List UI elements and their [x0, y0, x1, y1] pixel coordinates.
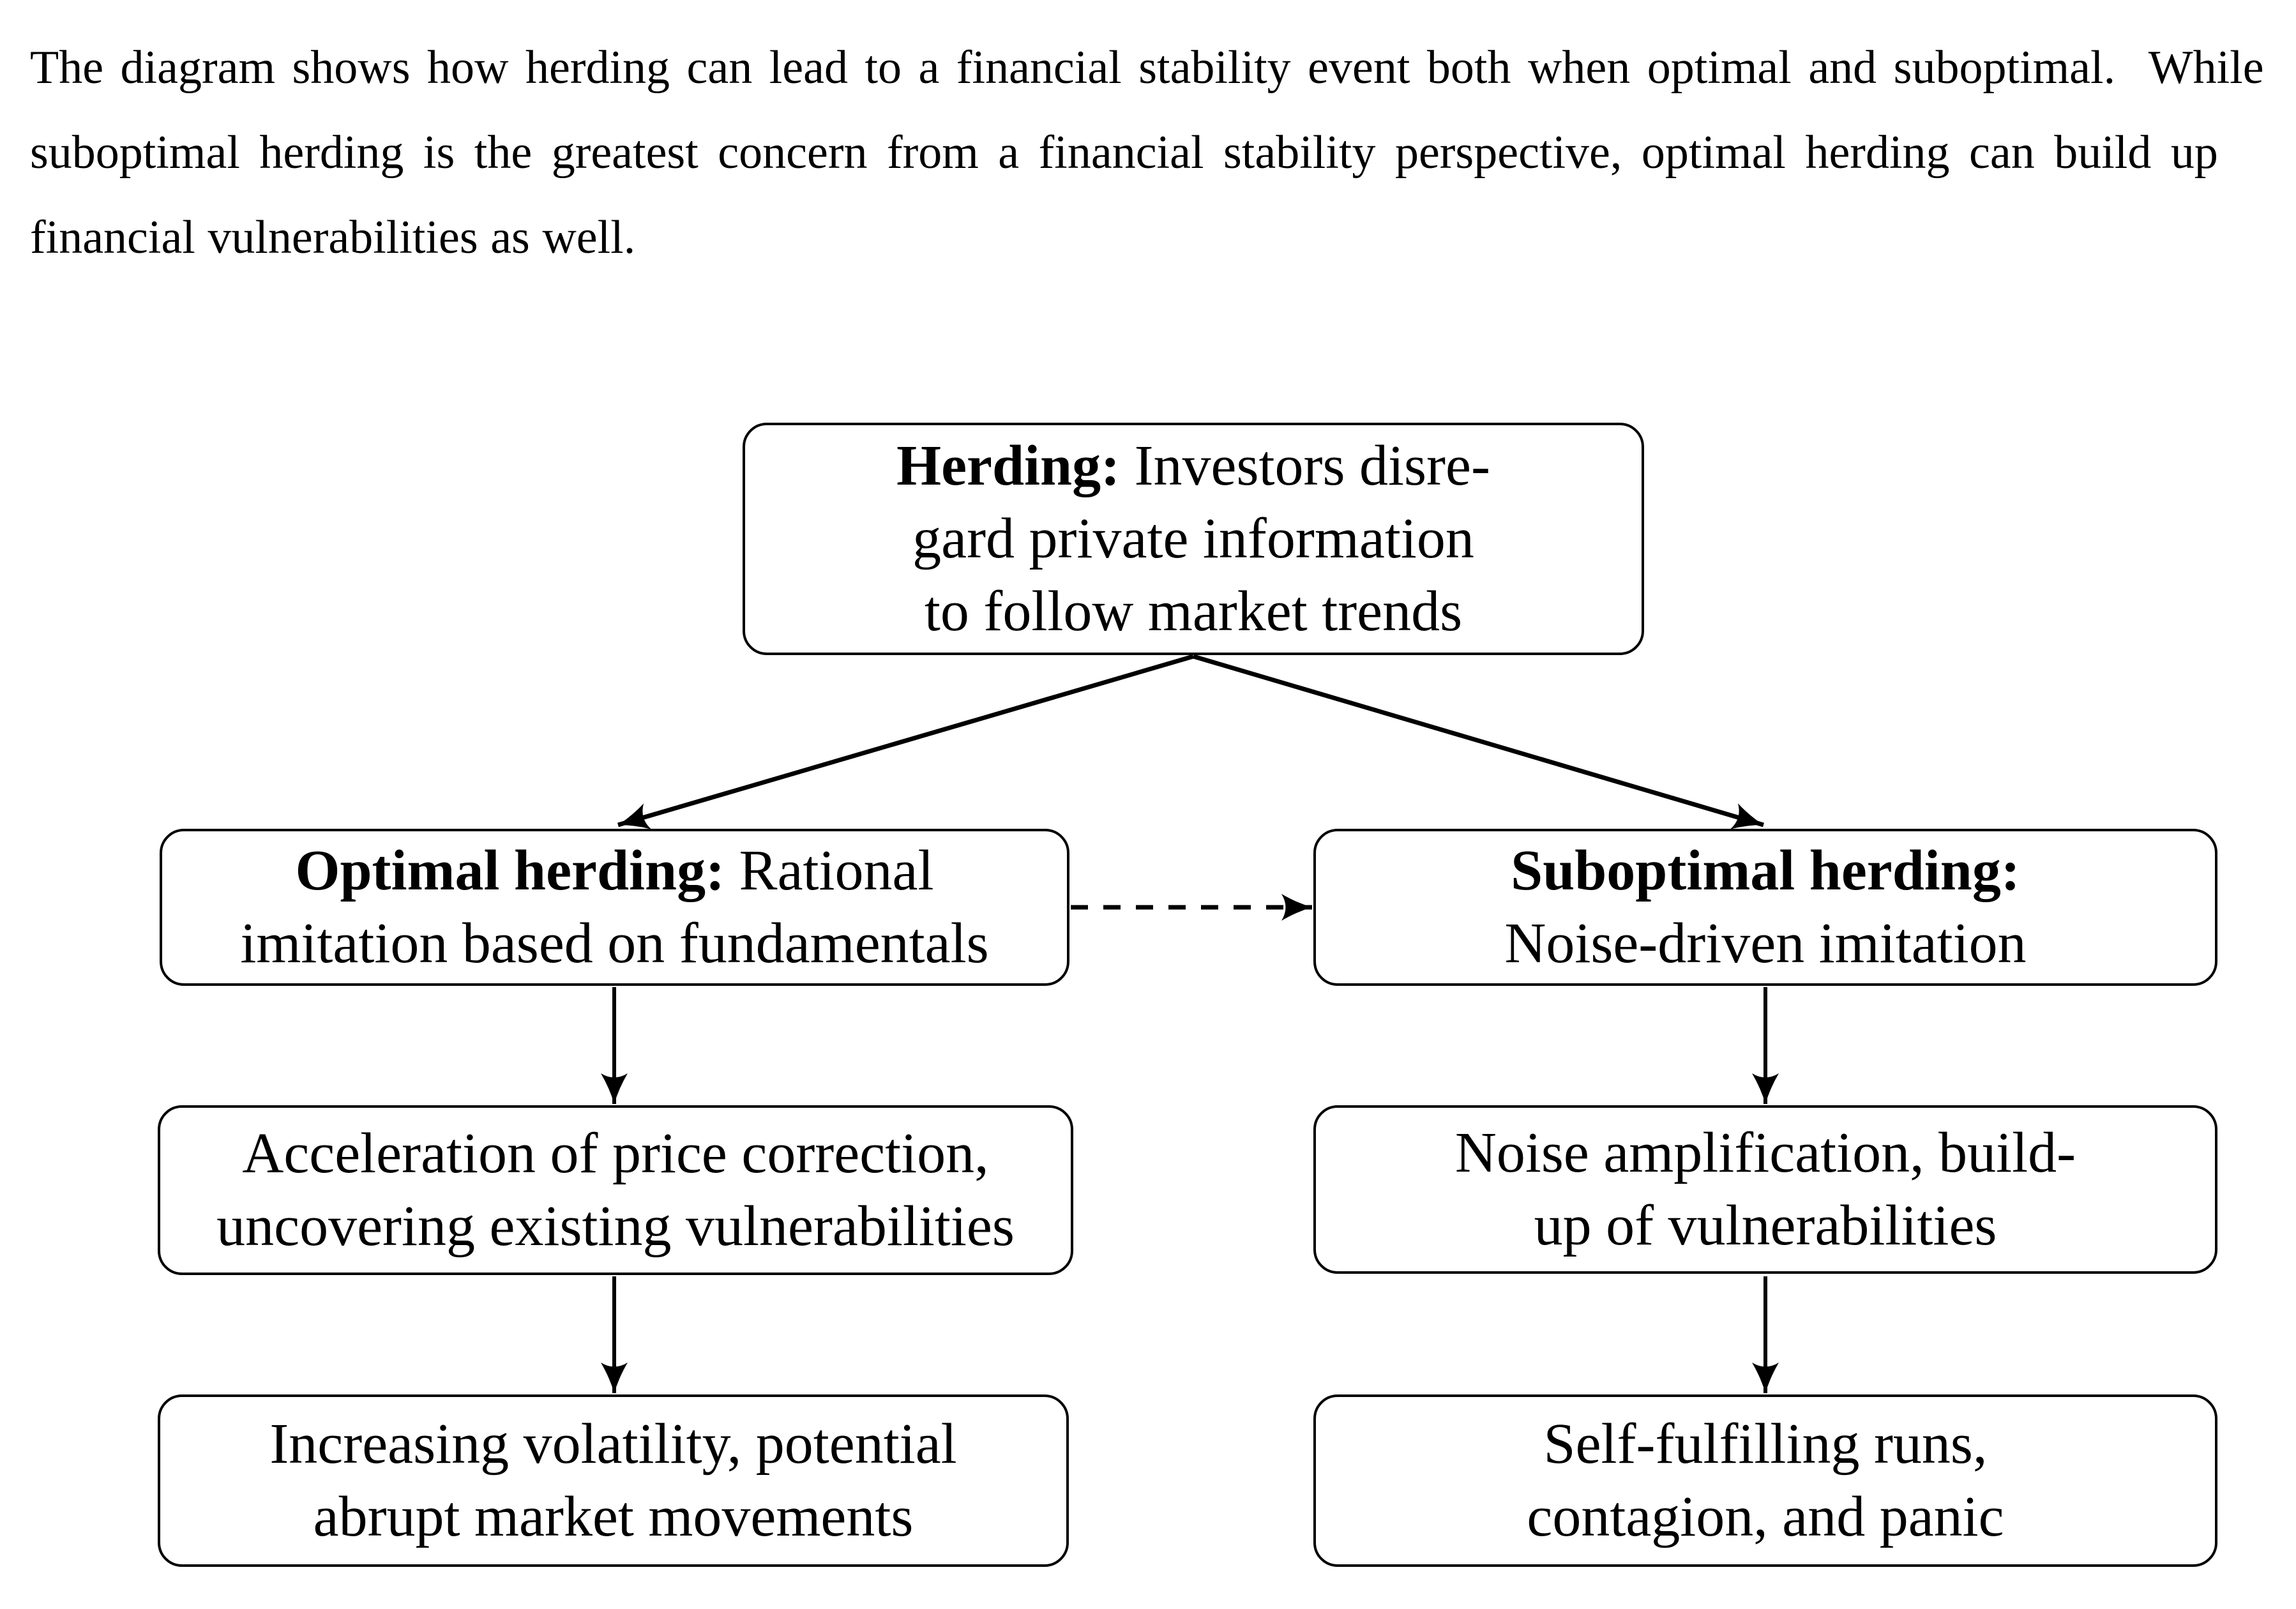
- node-optimal-bold-label: Optimal herding:: [295, 839, 725, 902]
- paragraph-line-2: suboptimal herding is the greatest concern from a financial stability perspective, optimal herding can build up: [30, 126, 2218, 179]
- node-price-correction-line-2: uncovering existing vulnerabilities: [216, 1195, 1015, 1258]
- node-suboptimal-line-2: Noise-driven imitation: [1504, 912, 2027, 975]
- node-herding: [743, 423, 1644, 655]
- node-suboptimal-herding: [1313, 829, 2217, 986]
- node-self-fulfilling-runs: [1313, 1394, 2217, 1567]
- paragraph-line-1: The diagram shows how herding can lead to a financial stability event both when optimal and suboptimal. While: [30, 42, 2264, 94]
- node-suboptimal-line-1: [1511, 835, 2020, 907]
- node-herding-line-1: [896, 430, 1490, 502]
- node-price-correction: [158, 1105, 1073, 1275]
- node-optimal-line-1-rest: Rational: [725, 839, 934, 902]
- node-optimal-herding: [160, 829, 1069, 986]
- arrow-herding-to-suboptimal: [1193, 656, 1764, 825]
- node-herding-line-3: to follow market trends: [924, 580, 1463, 643]
- node-herding-bold-label: Herding:: [896, 434, 1121, 497]
- node-increasing-volatility-line-1: Increasing volatility, potential: [269, 1412, 957, 1476]
- arrow-herding-to-optimal: [618, 656, 1193, 825]
- paragraph-line-3: financial vulnerabilities as well.: [30, 211, 636, 264]
- node-self-fulfilling-runs-line-2: contagion, and panic: [1527, 1485, 2004, 1548]
- intro-paragraph: [30, 26, 2296, 280]
- node-noise-amplification-line-2: up of vulnerabilities: [1534, 1194, 1997, 1257]
- node-self-fulfilling-runs-line-1: Self-fulfilling runs,: [1543, 1412, 1988, 1476]
- node-herding-line-1-rest: Investors disre-: [1120, 434, 1490, 497]
- node-noise-amplification: [1313, 1105, 2217, 1274]
- node-noise-amplification-line-1: Noise amplification, build-: [1454, 1121, 2076, 1184]
- node-increasing-volatility: [158, 1394, 1069, 1567]
- node-suboptimal-bold-label: Suboptimal herding:: [1511, 839, 2020, 902]
- node-price-correction-line-1: Acceleration of price correction,: [242, 1122, 989, 1185]
- node-optimal-line-2: imitation based on fundamentals: [240, 912, 989, 975]
- node-increasing-volatility-line-2: abrupt market movements: [313, 1485, 914, 1548]
- node-herding-line-2: gard private information: [912, 507, 1474, 570]
- node-optimal-line-1: [296, 835, 934, 907]
